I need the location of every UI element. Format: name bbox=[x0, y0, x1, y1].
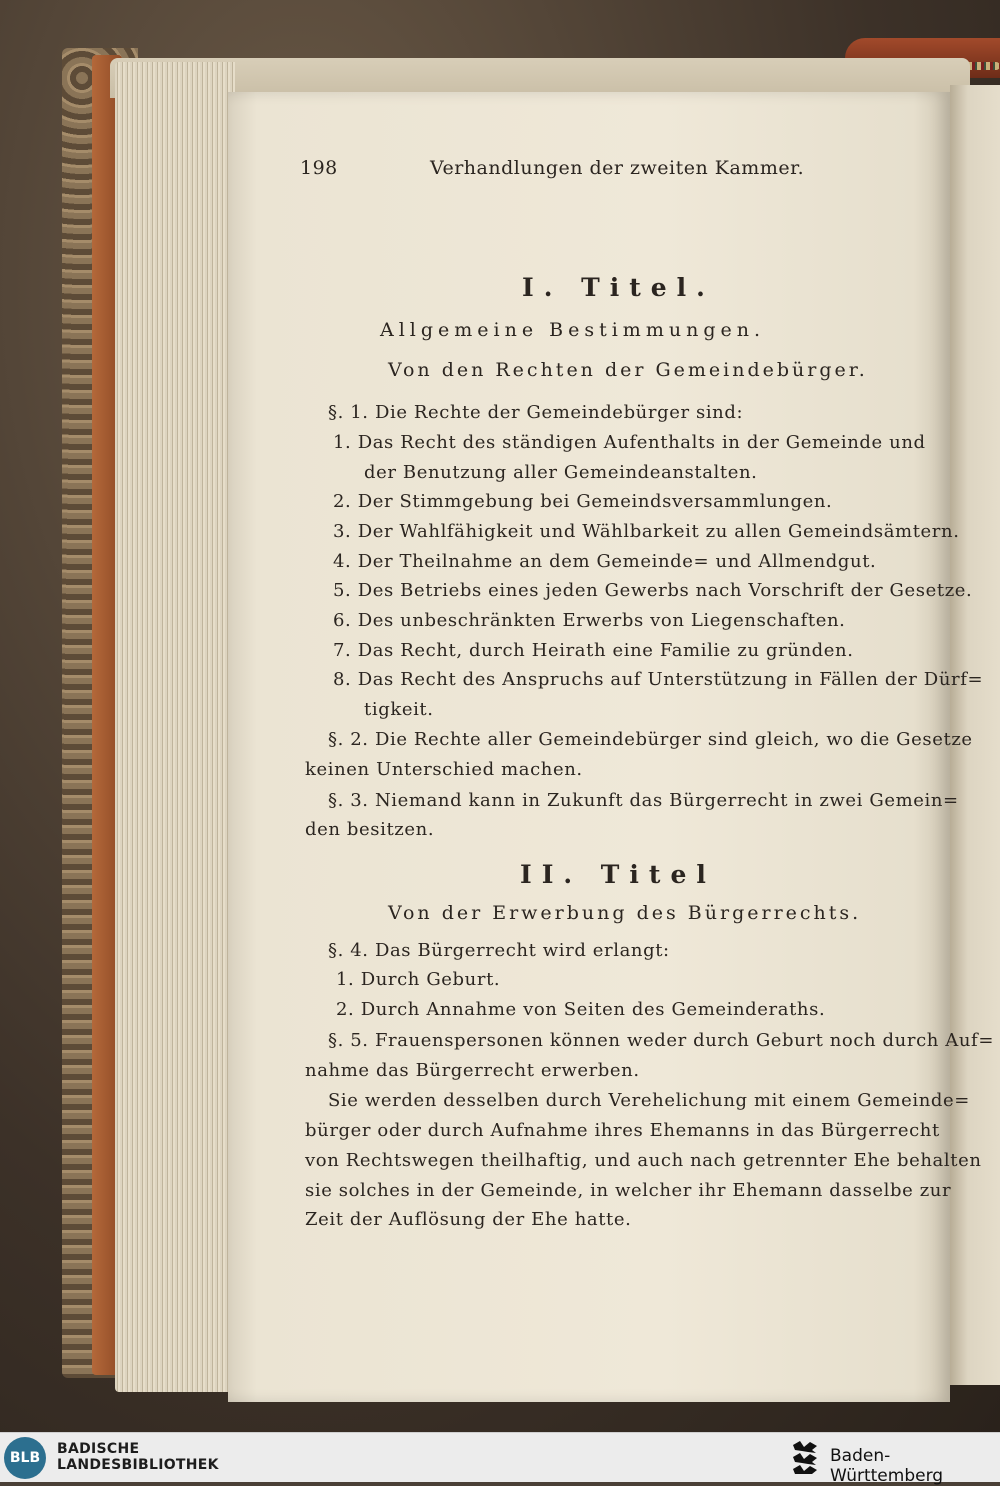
paragraph-line: §. 1. Die Rechte der Gemeindebürger sind: bbox=[328, 402, 744, 423]
paragraph-line: §. 3. Niemand kann in Zukunft das Bürgerrecht in zwei Gemein= bbox=[328, 790, 959, 811]
paragraph-line: Zeit der Auflösung der Ehe hatte. bbox=[305, 1209, 632, 1230]
paragraph-line: §. 4. Das Bürgerrecht wird erlangt: bbox=[328, 940, 670, 961]
title-2-heading: II. Titel bbox=[520, 860, 716, 889]
paragraph-line: 1. Das Recht des ständigen Aufenthalts in der Gemeinde und bbox=[333, 432, 926, 453]
paragraph-line: 3. Der Wahlfähigkeit und Wählbarkeit zu allen Gemeindsämtern. bbox=[333, 521, 960, 542]
paragraph-line: 6. Des unbeschränkten Erwerbs von Liegenschaften. bbox=[333, 610, 846, 631]
paragraph-line: 2. Durch Annahme von Seiten des Gemeinderaths. bbox=[336, 999, 826, 1020]
paragraph-line: von Rechtswegen theilhaftig, und auch nach getrennter Ehe behalten bbox=[305, 1150, 982, 1171]
footer-bar bbox=[0, 1432, 1000, 1486]
title-1-subheading-2: Von den Rechten der Gemeindebürger. bbox=[388, 359, 868, 381]
paragraph-line: der Benutzung aller Gemeindeanstalten. bbox=[364, 462, 758, 483]
state-name[interactable]: Baden-Württemberg bbox=[830, 1446, 944, 1486]
library-name[interactable] bbox=[57, 1441, 219, 1473]
paragraph-line: keinen Unterschied machen. bbox=[305, 759, 583, 780]
library-name-line-1: BADISCHE bbox=[57, 1441, 140, 1457]
library-name-line-2: LANDESBIBLIOTHEK bbox=[57, 1457, 219, 1473]
paragraph-line: 7. Das Recht, durch Heirath eine Familie zu gründen. bbox=[333, 640, 854, 661]
title-1-subheading: Allgemeine Bestimmungen. bbox=[380, 319, 765, 341]
paragraph-line: Sie werden desselben durch Verehelichung mit einem Gemeinde= bbox=[328, 1090, 970, 1111]
paragraph-line: 5. Des Betriebs eines jeden Gewerbs nach Vorschrift der Gesetze. bbox=[333, 580, 973, 601]
paragraph-line: 8. Das Recht des Anspruchs auf Unterstützung in Fällen der Dürf= bbox=[333, 669, 984, 690]
paragraph-line: den besitzen. bbox=[305, 819, 435, 840]
paragraph-line: §. 5. Frauenspersonen können weder durch Geburt noch durch Auf= bbox=[328, 1030, 995, 1051]
paragraph-line: §. 2. Die Rechte aller Gemeindebürger sind gleich, wo die Gesetze bbox=[328, 729, 973, 750]
paragraph-line: sie solches in der Gemeinde, in welcher ihr Ehemann dasselbe zur bbox=[305, 1180, 952, 1201]
title-1-heading: I. Titel. bbox=[522, 273, 715, 302]
paragraph-line: tigkeit. bbox=[364, 699, 434, 720]
title-2-subheading: Von der Erwerbung des Bürgerrechts. bbox=[388, 902, 862, 924]
coat-of-arms-icon[interactable] bbox=[790, 1439, 820, 1475]
blb-logo-icon[interactable]: BLB bbox=[4, 1437, 46, 1479]
page-number: 198 bbox=[300, 157, 338, 179]
paragraph-line: bürger oder durch Aufnahme ihres Ehemanns in das Bürgerrecht bbox=[305, 1120, 940, 1141]
paragraph-line: 4. Der Theilnahme an dem Gemeinde= und Allmendgut. bbox=[333, 551, 877, 572]
paragraph-line: nahme das Bürgerrecht erwerben. bbox=[305, 1060, 640, 1081]
page-block-edge bbox=[115, 62, 235, 1392]
paragraph-line: 2. Der Stimmgebung bei Gemeindsversammlungen. bbox=[333, 491, 833, 512]
paragraph-line: 1. Durch Geburt. bbox=[336, 969, 501, 990]
running-head: Verhandlungen der zweiten Kammer. bbox=[430, 157, 805, 179]
